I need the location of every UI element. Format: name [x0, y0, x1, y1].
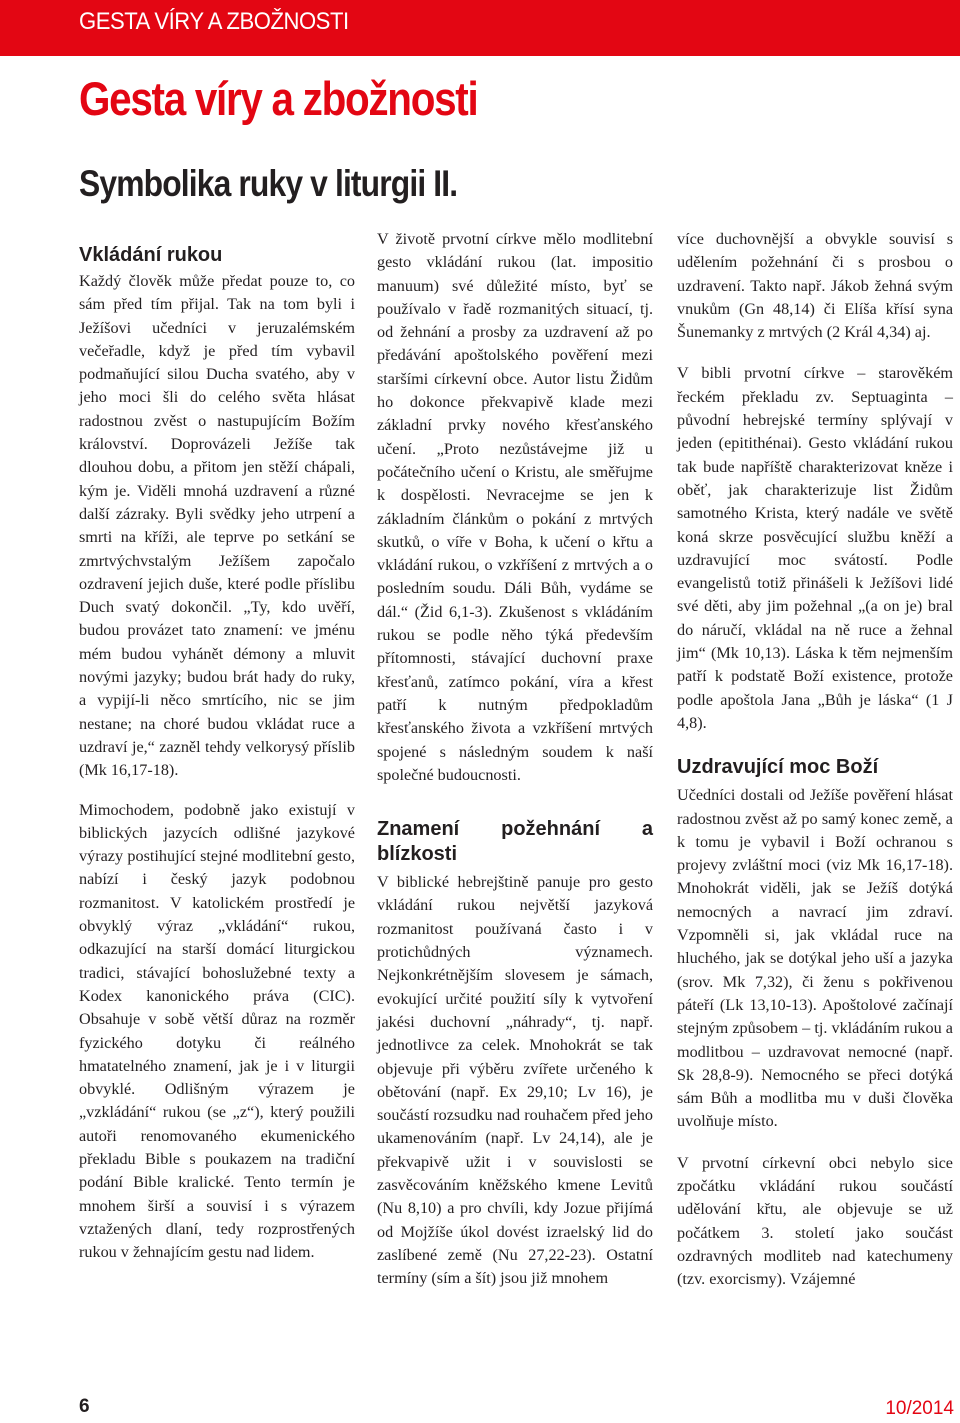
paragraph: Učedníci dostali od Ježíše pověření hlásat radostnou zvěst až po samý konec země, a k tomu je vybavil i Boží ochranou s projevy zvláštní moci (viz Mk 16,17-18). Mnohokrát viděli, jak se Ježíš dotýká nemocných a navrací jim zdraví. Vzpomněli si, jak vkládal ruce na hluchého, jak se dotýkal jeho uší a jazyka (srov. Mk 7,32), či ženu s pokřivenou páteří (Lk 13,10-13). Apoštolové začínají stejným způsobem – tj. vkládáním rukou a modlitbou – uzdravovat nemocné (např. Sk 28,8-9). Nemocného se přeci dotýká sám Bůh a modlitba mu v duši člověka uvolňuje místo. — [677, 786, 953, 1131]
section-header-bar — [0, 0, 960, 56]
article-subtitle: Symbolika ruky v liturgii II. — [79, 163, 458, 204]
paragraph: Mimochodem, podobně jako existují v biblických jazycích odlišné jazykové výrazy postihující stejné modlitební gesto, nabízí i český jazyk podobnou rozmanitost. V katolickém prostředí je obvyklý výraz „vkládání“ rukou, odkazující na starší domácí liturgickou tradici, stávající bohoslužebné texty a Kodex kanonického práva (CIC). Obsahuje v sobě větší důraz na rozměr fyzického dotyku či reálného hmatatelného znamení, jak je i v liturgii obvyklé. Odlišným výrazem je „vzkládání“ rukou (se „z“), který použili autoři renomovaného ekumenického překladu Bible s poukazem na tradiční podání Bible kralické. Tento termín je mnohem širší a souvisí i s výrazem vztažených dlaní, tedy rozprostřených rukou v žehnajícím gestu nad lidem. — [79, 800, 355, 1262]
issue-label: 10/2014 — [885, 1398, 954, 1419]
paragraph: více duchovnější a obvykle souvisí s udělením požehnání či s prosbou o uzdravení. Takto např. Jákob žehná svým vnukům (Gn 48,14) či Elíša křísí syna Šunemanky z mrtvých (2 Král 4,34) aj. — [677, 230, 953, 342]
text-column-1 — [79, 243, 355, 1264]
text-column-3 — [677, 228, 953, 1291]
section-label: GESTA VÍRY A ZBOŽNOSTI — [79, 8, 349, 35]
section-heading: Uzdravující moc Boží — [677, 756, 879, 779]
paragraph: Každý člověk může předat pouze to, co sám před tím přijal. Tak na tom byli i Ježíšovi učedníci v jeruzalémském večeřadle, když je před tím vybavil podmaňující silou Ducha svatého, aby v jeho moci šli do celého světa hlásat radostnou zvěst o nastupujícím Božím království. Doprovázeli Ježíše tak dlouhou dobu, a přitom jen stěží chápali, kým je. Viděli mnohá uzdravení a různé další zázraky. Byli svědky jeho utrpení a smrti na kříži, ale teprve po setkání se zmrtvýchvstalým Ježíšem započalo ozdravení jejich duše, které podle příslibu Duch svatý dokončil. „Ty, kdo uvěří, budou provázet tato znamení: ve jménu mém budou vyhánět démony a mluvit novými jazyky; budou brát hady do ruky, a vypijí-li něco smrtícího, nic se jim nestane; na choré budou vkládat ruce a uzdraví je,“ zazněl tehdy velkorysý příslib (Mk 16,17-18). — [79, 272, 355, 780]
section-heading: Vkládání rukou — [79, 244, 223, 266]
paragraph: V bibli prvotní církve – starověkém řeckém překladu zv. Septuaginta – původní hebrejské termíny splývají v jeden (epitithénai). Gesto vkládání rukou tak bude napříště charakterizovat kněze i oběť, jak charakterizuje list Židům samotného Krista, který nadále ve světě koná skrze posvěcující službu kněží a uzdravující moc svátostí. Podle evangelistů totiž přinášeli k Ježíšovi lidé své děti, aby jim požehnal „(a on je) bral do náručí, vkládal na ně ruce a žehnal jim“ (Mk 10,13). Láska k těm nejmenším patří k podstatě Boží existence, protože podle apoštola Jana „Bůh je láska“ (1 J 4,8). — [677, 364, 953, 732]
text-column-2 — [377, 228, 653, 1290]
paragraph: V biblické hebrejštině panuje pro gesto vkládání rukou největší jazyková rozmanitost používaná často i v protichůdných významech. Nejkonkrétnějším slovesem je sámach, evokující určité použití síly k vytvoření jakési duchovní „náhrady“, tj. např. jednotlivce za celek. Mnohokrát se tak objevuje při výběru zvířete určeného k obětování (např. Ex 29,10; Lv 16), je součástí rozsudku nad rouhačem před jeho ukamenováním (např. Lv 24,14), ale je překvapivě užit i v souvislosti se zasvěcováním kněžského kmene Levitů (Nu 8,10) a pro chvíli, kdy Jozue přijímá od Mojžíše úkol dovést izraelský lid do zaslíbené země (Nu 27,22-23). Ostatní termíny (sím a šít) jsou již mnohem — [377, 873, 653, 1288]
page-number: 6 — [79, 1396, 90, 1417]
article-title: Gesta víry a zbožnosti — [79, 72, 478, 125]
paragraph: V prvotní církevní obci nebylo sice zpočátku vkládání rukou součástí udělování křtu, ale objevuje se už počátkem 3. století jako součást ozdravných modliteb nad katechumeny (tzv. exorcismy). Vzájemné — [677, 1153, 953, 1289]
paragraph: V životě prvotní církve mělo modlitební gesto vkládání rukou (lat. impositio manuum) své důležité místo, byť se používalo v řadě rozmanitých situací, tj. od žehnání a prosby za uzdravení až po předávání apoštolského pověření mezi staršími církevní obce. Autor listu Židům ho dokonce překvapivě klade mezi základní prvky nového křesťanského učení. „Proto nezůstávejme již u počátečního učení o Kristu, ale směřujme k dospělosti. Nevracejme se jen k základním článkům o pokání z mrtvých skutků, o víře v Boha, k učení o křtu a vkládání rukou, o vzkříšení z mrtvých a o posledním soudu. Dáli Bůh, vydáme se dál.“ (Žid 6,1-3). Zkušenost s vkládáním rukou se podle něho týká především přítomnosti, stávající duchovní praxe křesťanů, zatímco pokání, víra a křest patří k nutným předpokladům křesťanského života a vzkříšení mrtvých spojené s následným soudem k naší společné budoucnosti. — [377, 230, 653, 784]
section-heading: Znamení požehnání a blízkosti — [377, 818, 653, 866]
